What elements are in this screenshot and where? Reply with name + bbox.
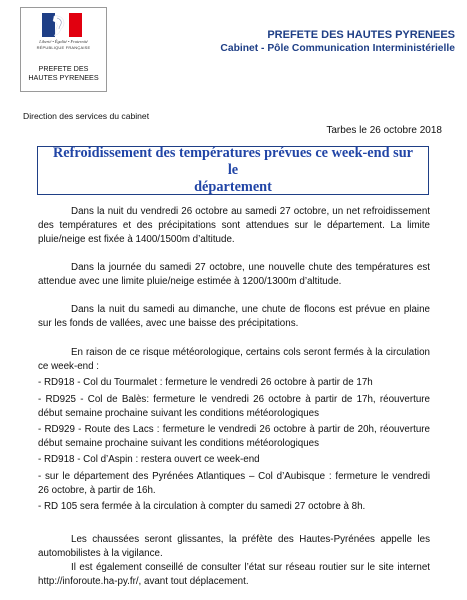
letterhead-service: Cabinet - Pôle Communication Interministérielle (220, 43, 455, 54)
list-item: - RD929 - Route des Lacs : fermeture le vendredi 26 octobre à partir de 20h, réouverture début semaine prochaine suivant les conditions météorologiques (38, 424, 430, 449)
list-item: - RD 105 sera fermée à la circulation à compter du samedi 27 octobre à 8h. (38, 501, 366, 512)
direction-label: Direction des services du cabinet (23, 111, 150, 121)
document-title-text (48, 145, 418, 196)
logo-prefecture-line: HAUTES PYRENEES (28, 73, 99, 82)
logo-republic: RÉPUBLIQUE FRANÇAISE (36, 45, 91, 50)
document-title-line: Refroidissement des températures prévues ce week-end sur le (52, 145, 413, 178)
list-item: - RD925 - Col de Balès: fermeture le vendredi 26 octobre à partir de 17h, réouverture début semaine prochaine suivant les conditions météorologiques (38, 394, 430, 419)
paragraph: Dans la journée du samedi 27 octobre, une nouvelle chute des températures est attendue avec une limite pluie/neige estimée à 1200/1300m d’altitude. (38, 262, 430, 287)
marianne-emblem-icon (42, 13, 82, 37)
logo-prefecture-line: PREFETE DES (38, 64, 89, 73)
paragraph: Dans la nuit du samedi au dimanche, une chute de flocons est prévue en plaine sur les fonds de vallées, avec une baisse des précipitations. (38, 304, 430, 329)
document-date: Tarbes le 26 octobre 2018 (326, 125, 442, 136)
letterhead-prefecture: PREFETE DES HAUTES PYRENEES (267, 29, 455, 41)
list-item: - RD918 - Col du Tourmalet : fermeture le vendredi 26 octobre à partir de 17h (38, 377, 373, 388)
list-item: - RD918 - Col d’Aspin : restera ouvert ce week-end (38, 454, 260, 465)
prefecture-logo (20, 7, 107, 92)
paragraph: Les chaussées seront glissantes, la préfète des Hautes-Pyrénées appelle les automobilistes à la vigilance. (38, 534, 430, 559)
paragraph: En raison de ce risque météorologique, certains cols seront fermés à la circulation ce week-end : (38, 347, 430, 372)
logo-prefecture-name (21, 64, 106, 82)
logo-motto: Liberté • Égalité • Fraternité (39, 39, 88, 44)
paragraph: Dans la nuit du vendredi 26 octobre au samedi 27 octobre, un net refroidissement des températures et des précipitations sont attendues sur le département. La limite pluie/neige est fixée à 1400/1500m d’altitude. (38, 206, 430, 245)
document-title-line: département (194, 179, 272, 195)
document-title (37, 146, 429, 195)
paragraph: Il est également conseillé de consulter l’état sur réseau routier sur le site internet http://inforoute.ha-py.fr/, avant tout déplacement. (38, 562, 430, 587)
letterhead (220, 28, 455, 55)
list-item: - sur le département des Pyrénées Atlantiques – Col d’Aubisque : fermeture le vendredi 26 octobre, à partir de 16h. (38, 471, 430, 496)
